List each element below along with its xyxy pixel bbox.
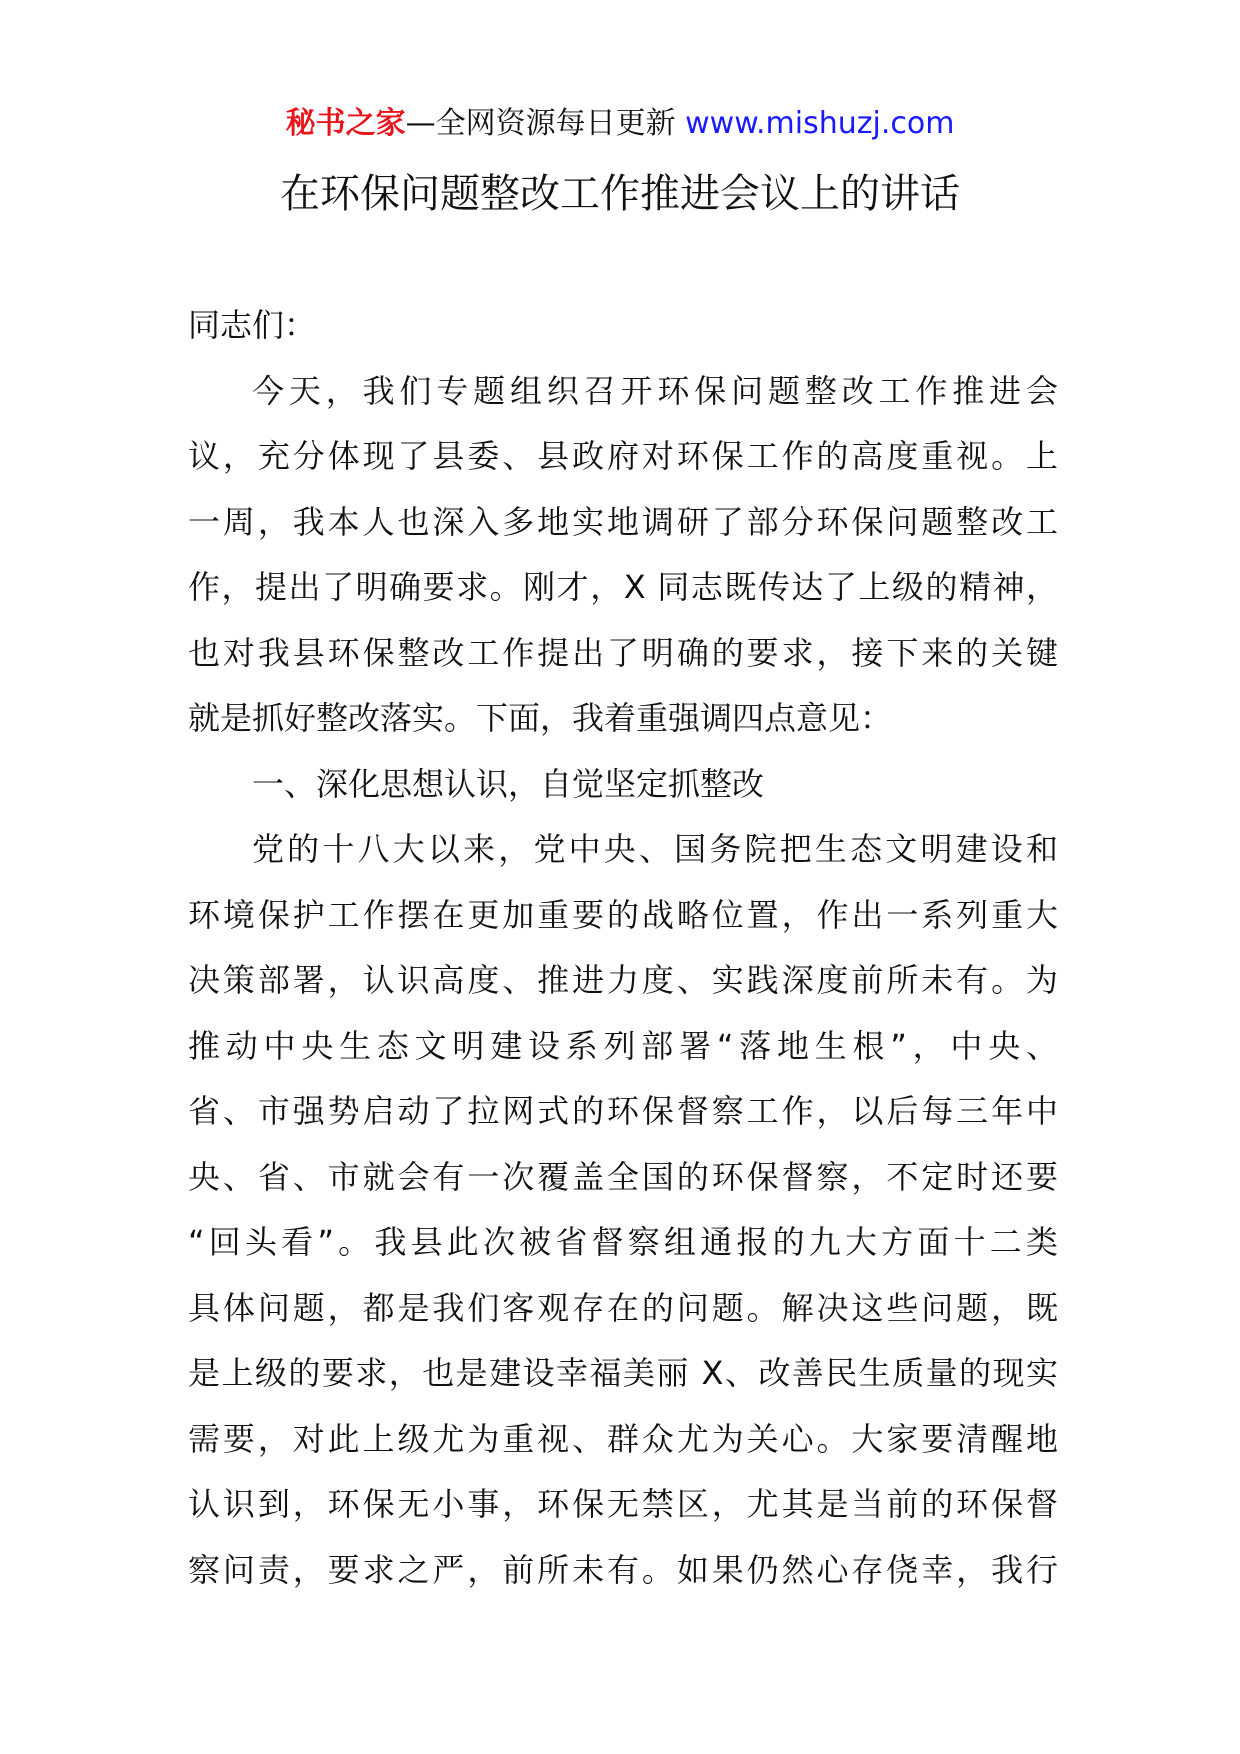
- text-line: 需要，对此上级尤为重视、群众尤为关心。大家要清醒地: [188, 1419, 1058, 1458]
- text-line: 议，充分体现了县委、县政府对环保工作的高度重视。上: [188, 437, 1058, 475]
- text-line: 推动中央生态文明建设系列部署“落地生根”，中央、: [188, 1026, 1058, 1065]
- document-body: [188, 293, 1058, 1603]
- text-line: 央、省、市就会有一次覆盖全国的环保督察，不定时还要: [188, 1157, 1058, 1196]
- document-title: 在环保问题整改工作推进会议上的讲话: [280, 171, 960, 217]
- text-line: 察问责，要求之严，前所未有。如果仍然心存侥幸，我行: [188, 1550, 1058, 1589]
- text-line: 一周，我本人也深入多地实地调研了部分环保问题整改工: [188, 502, 1058, 541]
- section-heading-text: 一、深化思想认识，自觉坚定抓整改: [252, 764, 765, 803]
- header-slogan: —全网资源每日更新: [405, 106, 676, 141]
- brand-name: 秘书之家: [285, 106, 406, 141]
- section-heading-1: [188, 752, 1058, 818]
- text-line: 也对我县环保整改工作提出了明确的要求，接下来的关键: [188, 633, 1058, 672]
- paragraph-1: [188, 359, 1058, 752]
- site-url-link[interactable]: www.mishuzj.com: [685, 106, 955, 141]
- text-line: 作，提出了明确要求。刚才，X 同志既传达了上级的精神，: [188, 568, 1058, 606]
- text-line: 是上级的要求，也是建设幸福美丽 X、改善民生质量的现实: [188, 1354, 1058, 1392]
- text-line: 认识到，环保无小事，环保无禁区，尤其是当前的环保督: [188, 1485, 1058, 1523]
- salutation-text: 同志们：: [188, 306, 317, 344]
- text-line: 决策部署，认识高度、推进力度、实践深度前所未有。为: [188, 961, 1058, 999]
- text-line: 环境保护工作摆在更加重要的战略位置，作出一系列重大: [188, 895, 1058, 934]
- paragraph-2: [188, 817, 1058, 1603]
- text-line: 具体问题，都是我们客观存在的问题。解决这些问题，既: [188, 1288, 1058, 1327]
- text-line: “回头看”。我县此次被省督察组通报的九大方面十二类: [188, 1223, 1058, 1261]
- text-line: 省、市强势启动了拉网式的环保督察工作，以后每三年中: [188, 1092, 1058, 1130]
- text-line: 就是抓好整改落实。下面，我着重强调四点意见：: [188, 699, 893, 737]
- salutation: [188, 293, 1058, 359]
- text-line: 党的十八大以来，党中央、国务院把生态文明建设和: [252, 830, 1058, 868]
- text-line: 今天，我们专题组织召开环保问题整改工作推进会: [252, 371, 1058, 410]
- site-header: [0, 100, 1240, 148]
